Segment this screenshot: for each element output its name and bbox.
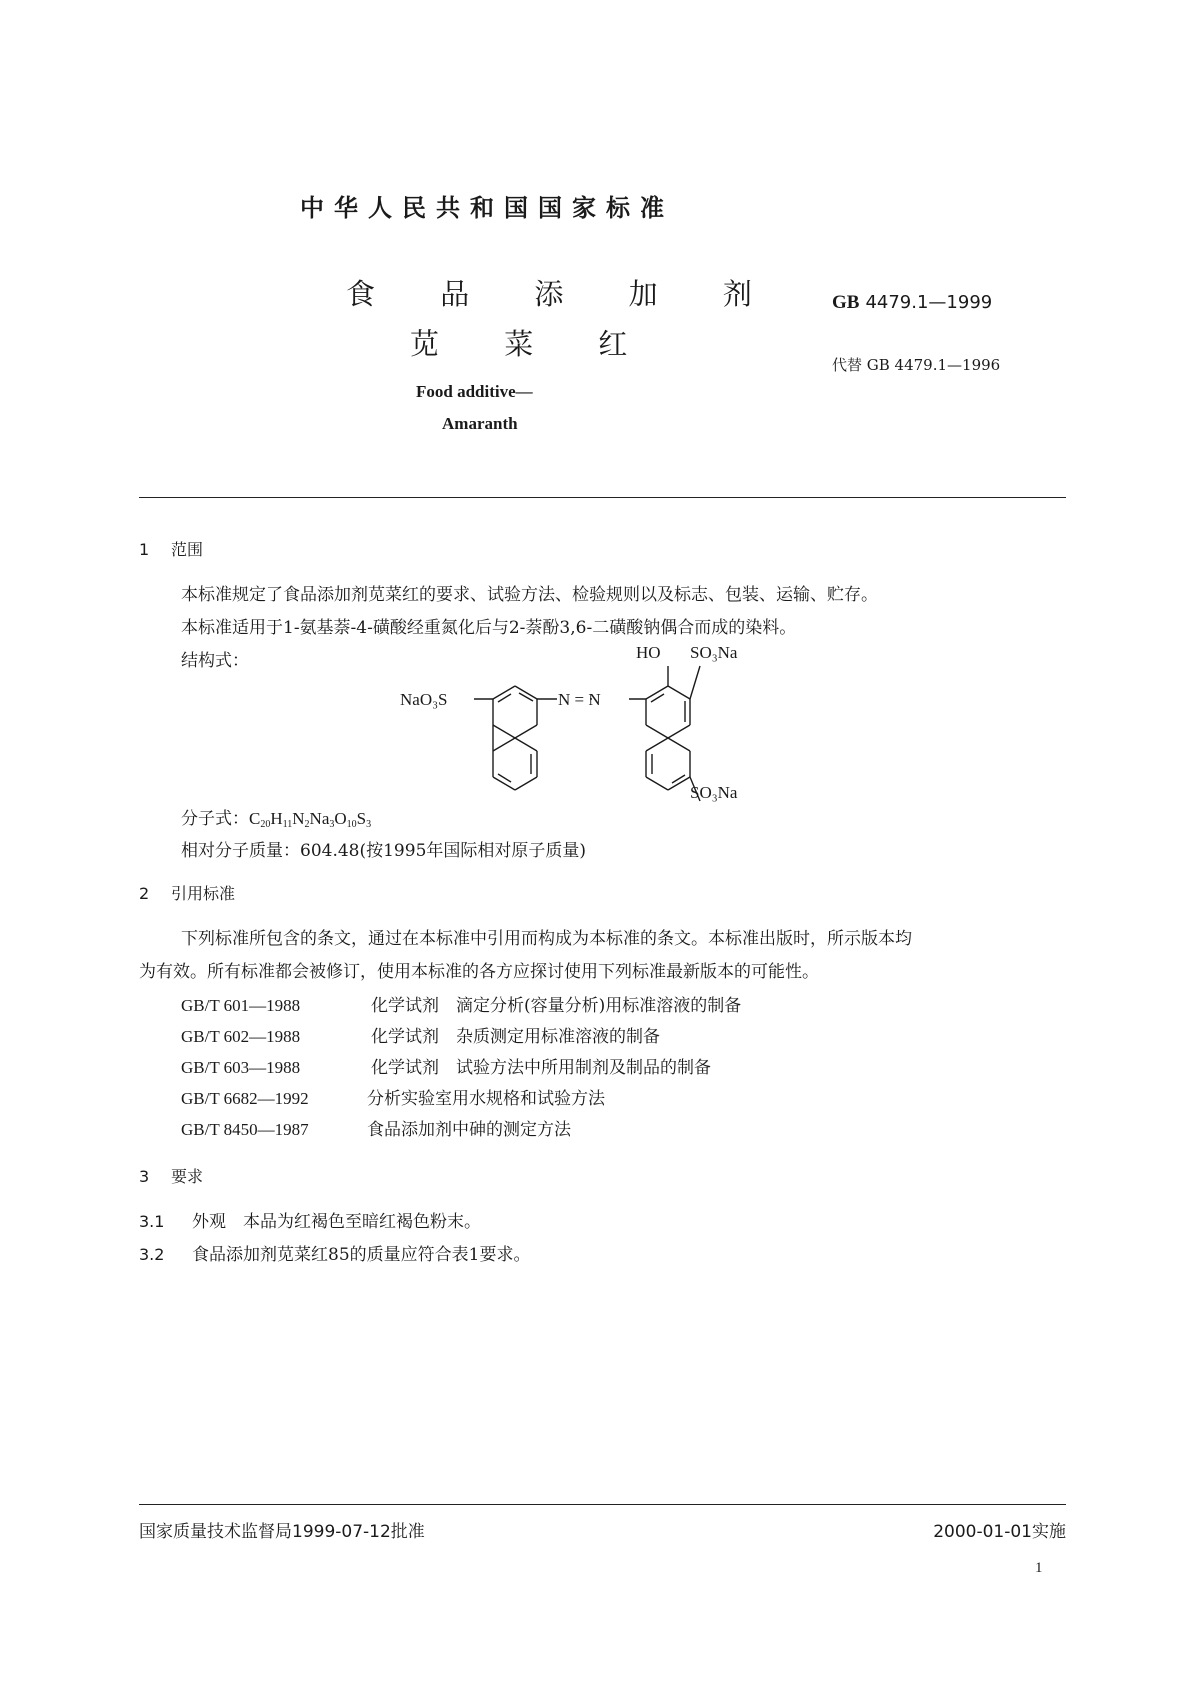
reference-code: GB/T 601—1988 bbox=[181, 996, 301, 1015]
references-para-line1: 下列标准所包含的条文，通过在本标准中引用而构成为本标准的条文。本标准出版时，所示版本均 bbox=[181, 929, 912, 949]
title-cn-line1: 食 品 添 加 剂 bbox=[346, 277, 780, 311]
reference-title: 食品添加剂中砷的测定方法 bbox=[367, 1120, 571, 1140]
section-3-heading bbox=[139, 1164, 203, 1187]
title-en-line2: Amaranth bbox=[442, 414, 518, 433]
molecular-mass: 相对分子质量：604.48(按1995年国际相对原子质量) bbox=[181, 841, 587, 861]
requirement-3-1 bbox=[139, 1207, 481, 1232]
footer-rule bbox=[139, 1504, 1066, 1505]
formula-label: 分子式： bbox=[181, 809, 249, 829]
requirement-3-2 bbox=[139, 1240, 530, 1265]
section-2-number: 2 bbox=[139, 884, 150, 903]
reference-title: 化学试剂 试验方法中所用制剂及制品的制备 bbox=[371, 1058, 711, 1078]
title-en-line1: Food additive— bbox=[416, 382, 533, 401]
bottom-sulfonate-label: SO₃Na bbox=[690, 783, 738, 802]
reference-item bbox=[181, 1115, 571, 1140]
scope-para-2: 本标准适用于1-氨基萘-4-磺酸经重氮化后与2-萘酚3,6-二磺酸钠偶合而成的染料。 bbox=[181, 618, 797, 638]
reference-item bbox=[181, 1022, 660, 1047]
reference-title: 化学试剂 杂质测定用标准溶液的制备 bbox=[371, 1027, 660, 1047]
requirement-3-2-number: 3.2 bbox=[139, 1245, 165, 1264]
reference-code: GB/T 8450—1987 bbox=[181, 1120, 309, 1139]
reference-title: 分析实验室用水规格和试验方法 bbox=[367, 1089, 605, 1109]
section-1-title: 范围 bbox=[171, 540, 204, 559]
reference-code: GB/T 602—1988 bbox=[181, 1027, 301, 1046]
section-1-heading bbox=[139, 537, 203, 560]
section-1-number: 1 bbox=[139, 540, 150, 559]
section-2-heading bbox=[139, 881, 235, 904]
title-cn-line2: 苋 菜 红 bbox=[410, 327, 656, 361]
effective-date: 2000-01-01实施 bbox=[933, 1522, 1066, 1542]
page-number: 1 bbox=[1035, 1560, 1043, 1576]
section-3-title: 要求 bbox=[171, 1167, 204, 1186]
scope-para-1: 本标准规定了食品添加剂苋菜红的要求、试验方法、检验规则以及标志、包装、运输、贮存。 bbox=[181, 585, 878, 605]
formula-value: $C_{20}H_{11}N_2Na_3O_{10}S_3$ bbox=[249, 809, 372, 830]
requirement-3-2-text: 食品添加剂苋菜红85的质量应符合表1要求。 bbox=[192, 1245, 531, 1265]
references-para-line2: 为有效。所有标准都会被修订，使用本标准的各方应探讨使用下列标准最新版本的可能性。 bbox=[139, 962, 819, 982]
requirement-3-1-number: 3.1 bbox=[139, 1212, 165, 1231]
national-standard-title: 中华人民共和国国家标准 bbox=[300, 194, 674, 222]
hydroxyl-label: HO bbox=[636, 643, 661, 662]
reference-item bbox=[181, 1084, 605, 1109]
standard-number: 4479.1—1999 bbox=[865, 292, 993, 313]
standard-code bbox=[832, 291, 992, 314]
reference-title: 化学试剂 滴定分析(容量分析)用标准溶液的制备 bbox=[371, 996, 742, 1016]
header-rule bbox=[139, 497, 1066, 498]
section-2-title: 引用标准 bbox=[171, 884, 236, 903]
requirement-3-1-text: 外观 本品为红褐色至暗红褐色粉末。 bbox=[192, 1212, 481, 1232]
reference-code: GB/T 603—1988 bbox=[181, 1058, 301, 1077]
top-sulfonate-label: SO₃Na bbox=[690, 643, 738, 662]
approval-date: 国家质量技术监督局1999-07-12批准 bbox=[139, 1522, 425, 1542]
azo-label: N = N bbox=[558, 690, 601, 709]
structural-formula bbox=[400, 638, 820, 806]
structure-label: 结构式： bbox=[181, 651, 249, 671]
replaces-standard: 代替 GB 4479.1—1996 bbox=[832, 356, 1001, 374]
section-3-number: 3 bbox=[139, 1167, 150, 1186]
standard-prefix: GB bbox=[832, 292, 860, 313]
reference-item bbox=[181, 1053, 711, 1078]
reference-code: GB/T 6682—1992 bbox=[181, 1089, 309, 1108]
left-sulfonate-label: NaO₃S bbox=[400, 690, 448, 709]
molecular-formula bbox=[181, 804, 371, 830]
reference-item bbox=[181, 991, 741, 1016]
